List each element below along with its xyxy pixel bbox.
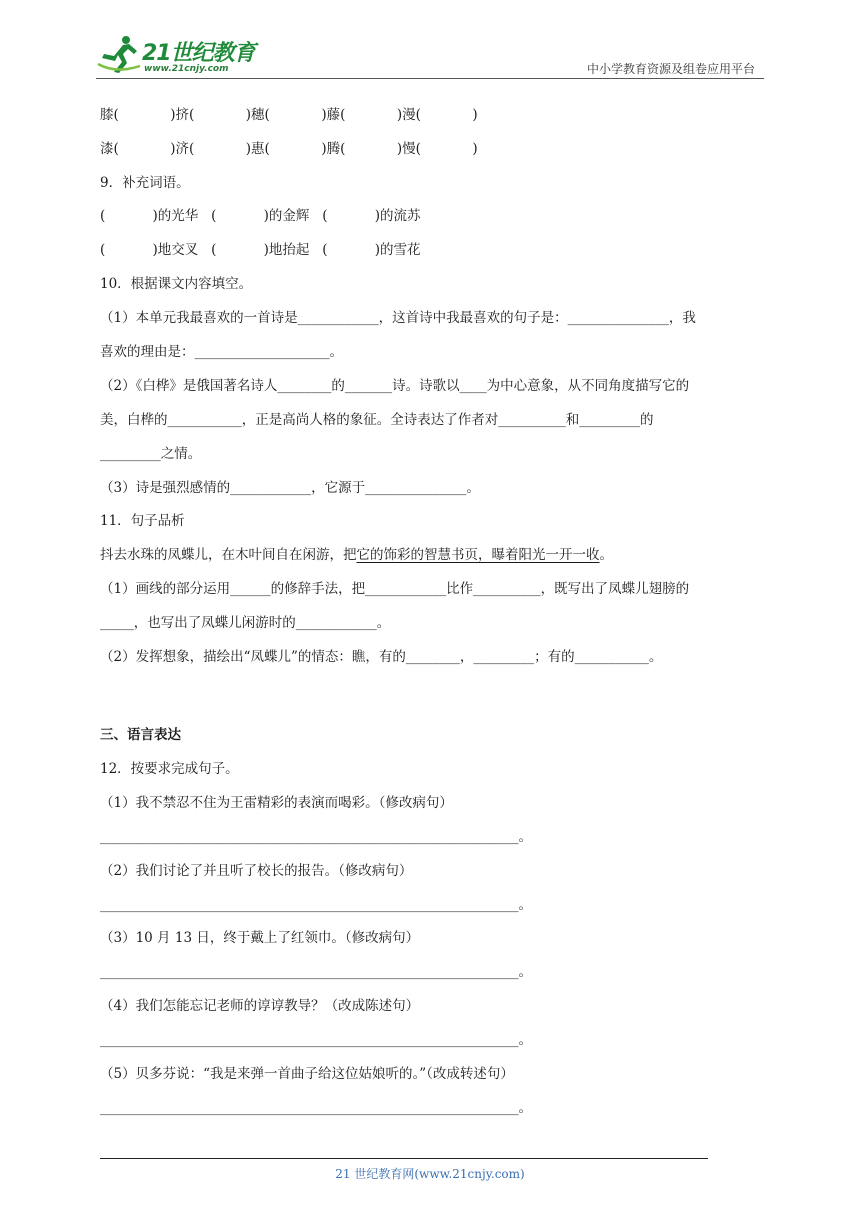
question-10-3: （3）诗是强烈感情的____________，它源于_______________。 (100, 480, 480, 496)
question-10-1-line-2: 喜欢的理由是：____________________。 (100, 344, 343, 360)
char-fill-row-1: 膝( )挤( )穗( )藤( )漫( ) (100, 107, 478, 123)
logo-text: 21世纪教育 (142, 41, 255, 66)
question-11-title: 11．句子品析 (100, 513, 185, 529)
answer-line-4: ______________________________________________________________。 (100, 1032, 532, 1048)
section-3-heading: 三、语言表达 (100, 727, 181, 743)
question-10-1-line-1: （1）本单元我最喜欢的一首诗是____________，这首诗中我最喜欢的句子是：_______________，我 (100, 310, 696, 326)
footer-text: 21 世纪教育网(www.21cnjy.com) (335, 1167, 525, 1181)
question-12-title: 12．按要求完成句子。 (100, 761, 239, 777)
question-9-row-1: ( )的光华 ( )的金辉 ( )的流苏 (100, 208, 421, 224)
answer-line-3: ______________________________________________________________。 (100, 964, 532, 980)
question-11-sentence (100, 545, 613, 565)
question-10-2-line-2: 美，白桦的___________，正是高尚人格的象征。全诗表达了作者对__________和_________的 (100, 412, 654, 428)
question-12-2: （2）我们讨论了并且听了校长的报告。（修改病句） (100, 863, 413, 879)
underlined-phrase: 它的饰彩的智慧书页，曝着阳光一开一收 (356, 547, 600, 563)
question-10-2-line-3: _________之情。 (100, 446, 202, 462)
question-12-1: （1）我不禁忍不住为王雷精彩的表演而喝彩。（修改病句） (100, 795, 453, 811)
sentence-start: 抖去水珠的凤蝶儿，在木叶间自在闲游，把 (100, 547, 357, 563)
question-12-5: （5）贝多芬说：“我是来弹一首曲子给这位姑娘听的。”（改成转述句） (100, 1066, 514, 1082)
question-9-title: 9．补充词语。 (100, 175, 190, 191)
question-11-1-line-2: _____，也写出了凤蝶儿闲游时的____________。 (100, 615, 391, 631)
question-12-4: （4）我们怎能忘记老师的谆谆教导？（改成陈述句） (100, 998, 420, 1014)
question-11-1-line-1: （1）画线的部分运用______的修辞手法，把____________比作__________，既写出了凤蝶儿翅膀的 (100, 581, 690, 597)
platform-name: 中小学教育资源及组卷应用平台 (586, 62, 755, 76)
running-figure-icon (96, 34, 142, 74)
question-12-3: （3）10 月 13 日，终于戴上了红领巾。（修改病句） (100, 930, 420, 946)
header-divider (96, 78, 764, 79)
page-header (0, 0, 860, 80)
answer-line-1: ______________________________________________________________。 (100, 829, 532, 845)
footer-divider (100, 1158, 708, 1159)
answer-line-2: ______________________________________________________________。 (100, 897, 532, 913)
question-9-row-2: ( )地交叉 ( )地抬起 ( )的雪花 (100, 242, 421, 258)
answer-line-5: ______________________________________________________________。 (100, 1100, 532, 1116)
char-fill-row-2: 漆( )济( )惠( )腾( )慢( ) (100, 141, 478, 157)
sentence-end: 。 (599, 547, 613, 563)
logo-url: www.21cnjy.com (144, 64, 229, 74)
question-11-2: （2）发挥想象，描绘出“凤蝶儿”的情态：瞧，有的________，_________；有的___________。 (100, 649, 663, 665)
question-10-2-line-1: （2）《白桦》是俄国著名诗人________的_______诗。诗歌以____为中心意象，从不同角度描写它的 (100, 378, 690, 394)
question-10-title: 10．根据课文内容填空。 (100, 276, 253, 292)
site-logo (96, 34, 266, 78)
